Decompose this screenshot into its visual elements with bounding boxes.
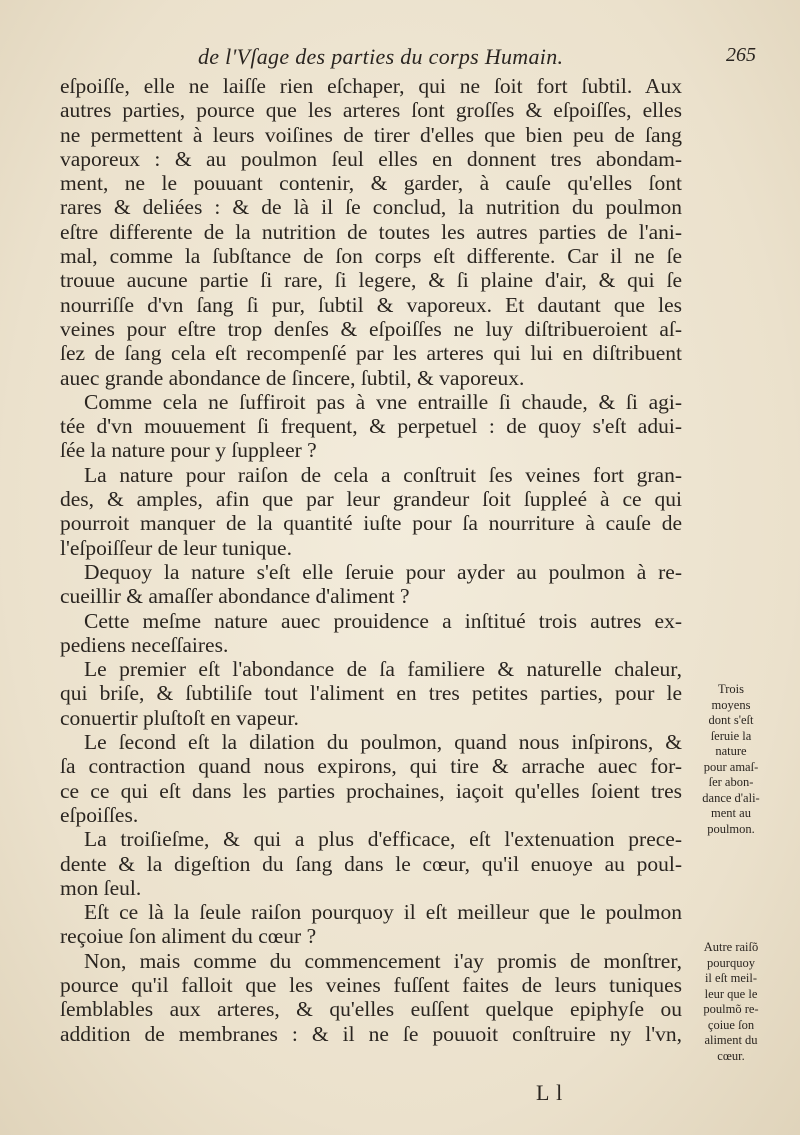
text-line: pediens neceſſaires. [60, 632, 229, 657]
text-line: reçoiue ſon aliment du cœur ? [60, 924, 317, 949]
text-line: ſemblables aux arteres, & qu'elles euſſent quelque epiphyſe ou [60, 997, 682, 1022]
text-line: pource qu'il falloit que les veines fuſſent faites de leurs tuniques [60, 972, 682, 997]
text-line: dente & la digeſtion du ſang dans le cœur, qu'il enuoye au poul- [60, 851, 682, 876]
text-line: Comme cela ne ſuffiroit pas à vne entraille ſi chaude, & ſi agi- [84, 389, 682, 414]
text-line: auec grande abondance de ſincere, ſubtil, & vaporeux. [60, 365, 525, 390]
text-line: nourriſſe d'vn ſang ſi pur, ſubtil & vaporeux. Et dautant que les [60, 292, 682, 317]
margin-note-line: poulmon. [707, 821, 755, 836]
margin-note-line: pour amaſ- [703, 759, 759, 774]
signature-mark: L l [536, 1080, 564, 1105]
text-line: ſée la nature pour y ſuppleer ? [60, 438, 317, 463]
text-line: vaporeux : & au poulmon ſeul elles en donnent tres abondam- [60, 146, 682, 171]
text-line: cueillir & amaſſer abondance d'aliment ? [60, 584, 410, 609]
text-line: ce ce qui eſt dans les parties prochaines, iaçoit qu'elles ſoient tres [60, 778, 682, 803]
margin-note-line: dont s'eſt [708, 713, 754, 727]
text-line: trouue aucune partie ſi rare, ſi legere, & ſi plaine d'air, & qui ſe [60, 268, 682, 293]
margin-note-line: ſer abon- [708, 775, 754, 789]
text-line: des, & amples, afin que par leur grandeur ſoit ſuppleé à ce qui [60, 487, 682, 512]
text-line: ment, ne le pouuant contenir, & garder, à cauſe qu'elles ſont [60, 171, 682, 196]
margin-note-line: pourquoy [707, 955, 755, 970]
margin-note-line: nature [715, 744, 747, 758]
text-line: Cette meſme nature auec prouidence a inſtitué trois autres ex- [84, 608, 682, 633]
text-line: ne permettent à leurs voiſines de tirer d'elles que bien peu de ſang [60, 122, 682, 147]
text-line: mal, comme la ſubſtance de ſon corps eſt differente. Car il ne ſe [60, 244, 682, 269]
margin-note-line: Autre raiſõ [703, 940, 759, 954]
text-line: tée d'vn mouuement ſi frequent, & perpetuel : de quoy s'eſt adui- [60, 414, 682, 439]
text-line: eſpoiſſe, elle ne laiſſe rien eſchaper, qui ne ſoit fort ſubtil. Aux [60, 74, 682, 98]
text-line: ſa contraction quand nous expirons, qui tire & arrache auec for- [60, 754, 682, 779]
text-line: ſez de ſang cela eſt recompenſé par les arteres qui lui en diſtribuent [60, 341, 682, 366]
text-line: rares & deliées : & de là il ſe conclud, la nutrition du poulmon [60, 195, 682, 220]
text-line: qui briſe, & ſubtiliſe tout l'aliment en tres petites parties, pour le [60, 681, 682, 706]
margin-note-line: aliment du [704, 1033, 758, 1047]
text-line: Le premier eſt l'abondance de ſa familiere & naturelle chaleur, [84, 657, 682, 682]
text-line: Non, mais comme du commencement i'ay promis de monſtrer, [84, 948, 682, 973]
text-line: Eſt ce là la ſeule raiſon pourquoy il eſt meilleur que le poulmon [84, 900, 682, 925]
margin-note-line: ſeruie la [710, 728, 752, 743]
text-line: eſtre differente de la nutrition de toutes les autres parties de l'ani- [60, 219, 682, 244]
text-line: conuertir pluſtoſt en vapeur. [60, 705, 299, 730]
margin-note-line: leur que le [704, 986, 758, 1001]
text-line: La nature pour raiſon de cela a conſtruit ſes veines fort gran- [84, 462, 682, 487]
margin-note-line: dance d'ali- [702, 790, 760, 805]
text-line: veines pour eſtre trop denſes & eſpoiſſes ne luy diſtribueroient aſ- [60, 316, 682, 341]
margin-note-line: Trois [718, 682, 744, 696]
margin-note-line: ment au [711, 806, 751, 820]
text-line: pourroit manquer de la quantité iuſte pour ſa nourriture à cauſe de [60, 511, 682, 536]
margin-note-line: il eſt meil- [704, 971, 758, 985]
text-line: addition de membranes : & il ne ſe pouuoit conſtruire ny l'vn, [60, 1021, 682, 1046]
text-line: La troiſieſme, & qui a plus d'efficace, eſt l'extenuation prece- [84, 827, 682, 852]
margin-note-line: moyens [711, 697, 751, 712]
margin-note [692, 940, 770, 1064]
margin-note [692, 682, 770, 837]
margin-note-line: poulmõ re- [703, 1002, 759, 1016]
text-line: autres parties, pource que les arteres ſont groſſes & eſpoiſſes, elles [60, 98, 682, 123]
text-line: Le ſecond eſt la dilation du poulmon, quand nous inſpirons, & [84, 730, 682, 755]
text-line: mon ſeul. [60, 875, 142, 900]
main-text-block [60, 74, 682, 1046]
running-head: de l'Vſage des parties du corps Humain. [198, 44, 564, 69]
page-number: 265 [726, 44, 756, 66]
text-line: l'eſpoiſſeur de leur tunique. [60, 535, 292, 560]
margin-note-line: çoiue ſon [707, 1017, 755, 1032]
text-line: eſpoiſſes. [60, 802, 139, 827]
text-line: Dequoy la nature s'eſt elle ſeruie pour ayder au poulmon à re- [84, 559, 682, 584]
margin-note-line: cœur. [717, 1048, 745, 1063]
